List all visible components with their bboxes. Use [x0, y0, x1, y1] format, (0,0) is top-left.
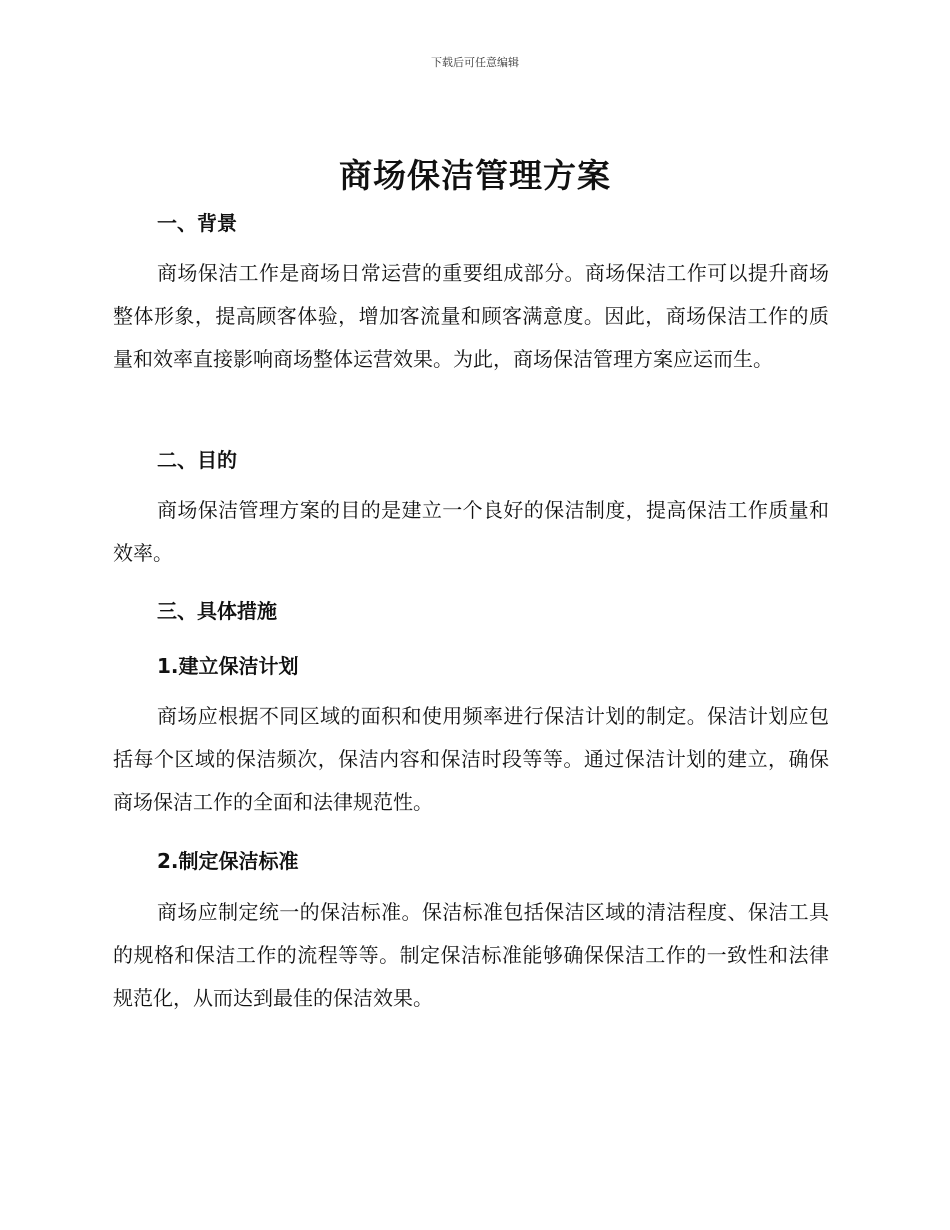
- section-paragraph-background: 商场保洁工作是商场日常运营的重要组成部分。商场保洁工作可以提升商场整体形象，提高顾客体验，增加客流量和顾客满意度。因此，商场保洁工作的质量和效率直接影响商场整体运营效果。为此，商场保洁管理方案应运而生。: [113, 261, 829, 371]
- section-heading-background: 一、背景: [157, 211, 237, 235]
- subsection-paragraph-cleaning-standard: 商场应制定统一的保洁标准。保洁标准包括保洁区域的清洁程度、保洁工具的规格和保洁工作的流程等等。制定保洁标准能够确保保洁工作的一致性和法律规范化，从而达到最佳的保洁效果。: [113, 900, 829, 1010]
- section-paragraph-purpose: 商场保洁管理方案的目的是建立一个良好的保洁制度，提高保洁工作质量和效率。: [113, 498, 829, 565]
- section-heading-measures: 三、具体措施: [157, 599, 277, 623]
- section-heading-purpose: 二、目的: [157, 448, 237, 472]
- page-header-note: 下载后可任意编辑: [431, 56, 519, 69]
- subsection-heading-cleaning-standard: 2.制定保洁标准: [157, 849, 299, 873]
- subsection-paragraph-cleaning-plan: 商场应根据不同区域的面积和使用频率进行保洁计划的制定。保洁计划应包括每个区域的保洁频次，保洁内容和保洁时段等等。通过保洁计划的建立，确保商场保洁工作的全面和法律规范性。: [113, 704, 829, 814]
- subsection-heading-cleaning-plan: 1.建立保洁计划: [157, 654, 299, 678]
- document-title: 商场保洁管理方案: [339, 156, 611, 195]
